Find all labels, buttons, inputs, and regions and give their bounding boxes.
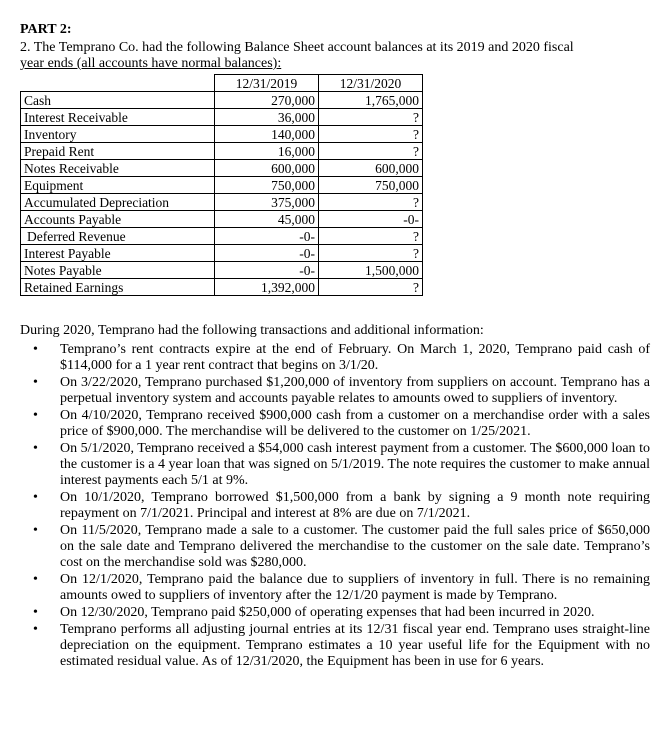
bullet-icon: •	[33, 441, 38, 456]
intro-line-1: 2. The Temprano Co. had the following Balance Sheet account balances at its 2019 and 2020 fiscal	[20, 40, 574, 55]
bullet-text: On 12/30/2020, Temprano paid $250,000 of operating expenses that had been incurred in 2020.	[60, 605, 595, 620]
table-row	[21, 109, 423, 126]
bullet-icon: •	[33, 605, 38, 620]
balance-2020: 1,500,000	[319, 262, 423, 279]
table-header-row	[21, 75, 423, 92]
table-row	[21, 126, 423, 143]
balance-2019: 600,000	[215, 160, 319, 177]
list-item	[20, 342, 650, 374]
account-name: Accumulated Depreciation	[21, 194, 215, 211]
balance-2019: 16,000	[215, 143, 319, 160]
balance-2019: 140,000	[215, 126, 319, 143]
problem-intro	[20, 40, 660, 72]
account-name: Interest Payable	[21, 245, 215, 262]
bullet-text: On 4/10/2020, Temprano received $900,000 cash from a customer on a merchandise order with a sales price of $900,000. The merchandise will be delivered to the customer on 1/25/2021.	[60, 408, 650, 439]
account-name: Deferred Revenue	[21, 228, 215, 245]
header-blank-cell	[21, 75, 215, 92]
list-item	[20, 622, 650, 670]
balance-2019: 45,000	[215, 211, 319, 228]
bullet-icon: •	[33, 572, 38, 587]
bullet-icon: •	[33, 408, 38, 423]
account-name: Accounts Payable	[21, 211, 215, 228]
bullet-text: Temprano’s rent contracts expire at the end of February. On March 1, 2020, Temprano paid cash of $114,000 for a 1 year rent contract that begins on 3/1/20.	[60, 342, 650, 373]
balance-2019: 750,000	[215, 177, 319, 194]
transactions-intro: During 2020, Temprano had the following transactions and additional information:	[20, 323, 484, 338]
account-name: Retained Earnings	[21, 279, 215, 296]
balance-2020: 1,765,000	[319, 92, 423, 109]
bullet-text: On 10/1/2020, Temprano borrowed $1,500,000 from a bank by signing a 9 month note requiring repayment on 7/1/2021. Principal and interest at 8% are due on 7/1/2021.	[60, 490, 650, 521]
bullet-text: On 12/1/2020, Temprano paid the balance due to suppliers of inventory in full. There is no remaining amounts owed to suppliers of inventory after the 12/1/20 payment is made by Temprano.	[60, 572, 650, 603]
account-name: Notes Receivable	[21, 160, 215, 177]
balance-2020: ?	[319, 194, 423, 211]
account-name: Interest Receivable	[21, 109, 215, 126]
balance-2020: ?	[319, 126, 423, 143]
balance-2020: ?	[319, 279, 423, 296]
account-name: Prepaid Rent	[21, 143, 215, 160]
balance-2020: ?	[319, 143, 423, 160]
balance-2019: 36,000	[215, 109, 319, 126]
balance-2019: -0-	[215, 262, 319, 279]
bullet-text: On 5/1/2020, Temprano received a $54,000 cash interest payment from a customer. The $600,000 loan to the customer is a 4 year loan that was signed on 5/1/2019. The note requires the customer to make annual interest payments each 5/1 at 9%.	[60, 441, 650, 488]
bullet-text: On 3/22/2020, Temprano purchased $1,200,000 of inventory from suppliers on account. Temprano has a perpetual inventory system and accounts payable relates to amounts owed to suppliers of inventory.	[60, 375, 650, 406]
bullet-icon: •	[33, 342, 38, 357]
list-item	[20, 441, 650, 489]
list-item	[20, 490, 650, 522]
balance-2019: 375,000	[215, 194, 319, 211]
table-body	[21, 92, 423, 296]
table-row	[21, 143, 423, 160]
balance-2020: 600,000	[319, 160, 423, 177]
table-row	[21, 279, 423, 296]
part-heading: PART 2:	[20, 22, 72, 37]
list-item	[20, 408, 650, 440]
table-row	[21, 160, 423, 177]
table-row	[21, 92, 423, 109]
table-row	[21, 177, 423, 194]
list-item	[20, 375, 650, 407]
intro-line-2: year ends (all accounts have normal balances):	[20, 56, 282, 71]
account-name: Notes Payable	[21, 262, 215, 279]
bullet-icon: •	[33, 375, 38, 390]
account-name: Equipment	[21, 177, 215, 194]
bullet-icon: •	[33, 490, 38, 505]
table-row	[21, 194, 423, 211]
bullet-text: Temprano performs all adjusting journal entries at its 12/31 fiscal year end. Temprano uses straight-line depreciation on the equipment. Temprano estimates a 10 year useful life for the Equipment with no estimated residual value. As of 12/31/2020, the Equipment has been in use for 6 years.	[60, 622, 650, 669]
list-item	[20, 572, 650, 604]
table-row	[21, 262, 423, 279]
balance-sheet-table	[20, 74, 423, 296]
balance-2020: ?	[319, 245, 423, 262]
list-item	[20, 605, 650, 621]
bullet-icon: •	[33, 523, 38, 538]
balance-2019: 1,392,000	[215, 279, 319, 296]
balance-2019: 270,000	[215, 92, 319, 109]
account-name: Cash	[21, 92, 215, 109]
bullet-icon: •	[33, 622, 38, 637]
table-row	[21, 228, 423, 245]
balance-2020: ?	[319, 228, 423, 245]
balance-2020: -0-	[319, 211, 423, 228]
bullet-text: On 11/5/2020, Temprano made a sale to a customer. The customer paid the full sales price of $650,000 on the sale date and Temprano delivered the merchandise to the customer on the sale date. Temprano’s cost on the merchandise sold was $280,000.	[60, 523, 650, 570]
balance-2019: -0-	[215, 245, 319, 262]
balance-2020: 750,000	[319, 177, 423, 194]
balance-2020: ?	[319, 109, 423, 126]
account-name: Inventory	[21, 126, 215, 143]
table-row	[21, 245, 423, 262]
list-item	[20, 523, 650, 571]
transactions-list	[20, 342, 650, 671]
table-row	[21, 211, 423, 228]
header-2019: 12/31/2019	[215, 75, 319, 92]
balance-2019: -0-	[215, 228, 319, 245]
header-2020: 12/31/2020	[319, 75, 423, 92]
